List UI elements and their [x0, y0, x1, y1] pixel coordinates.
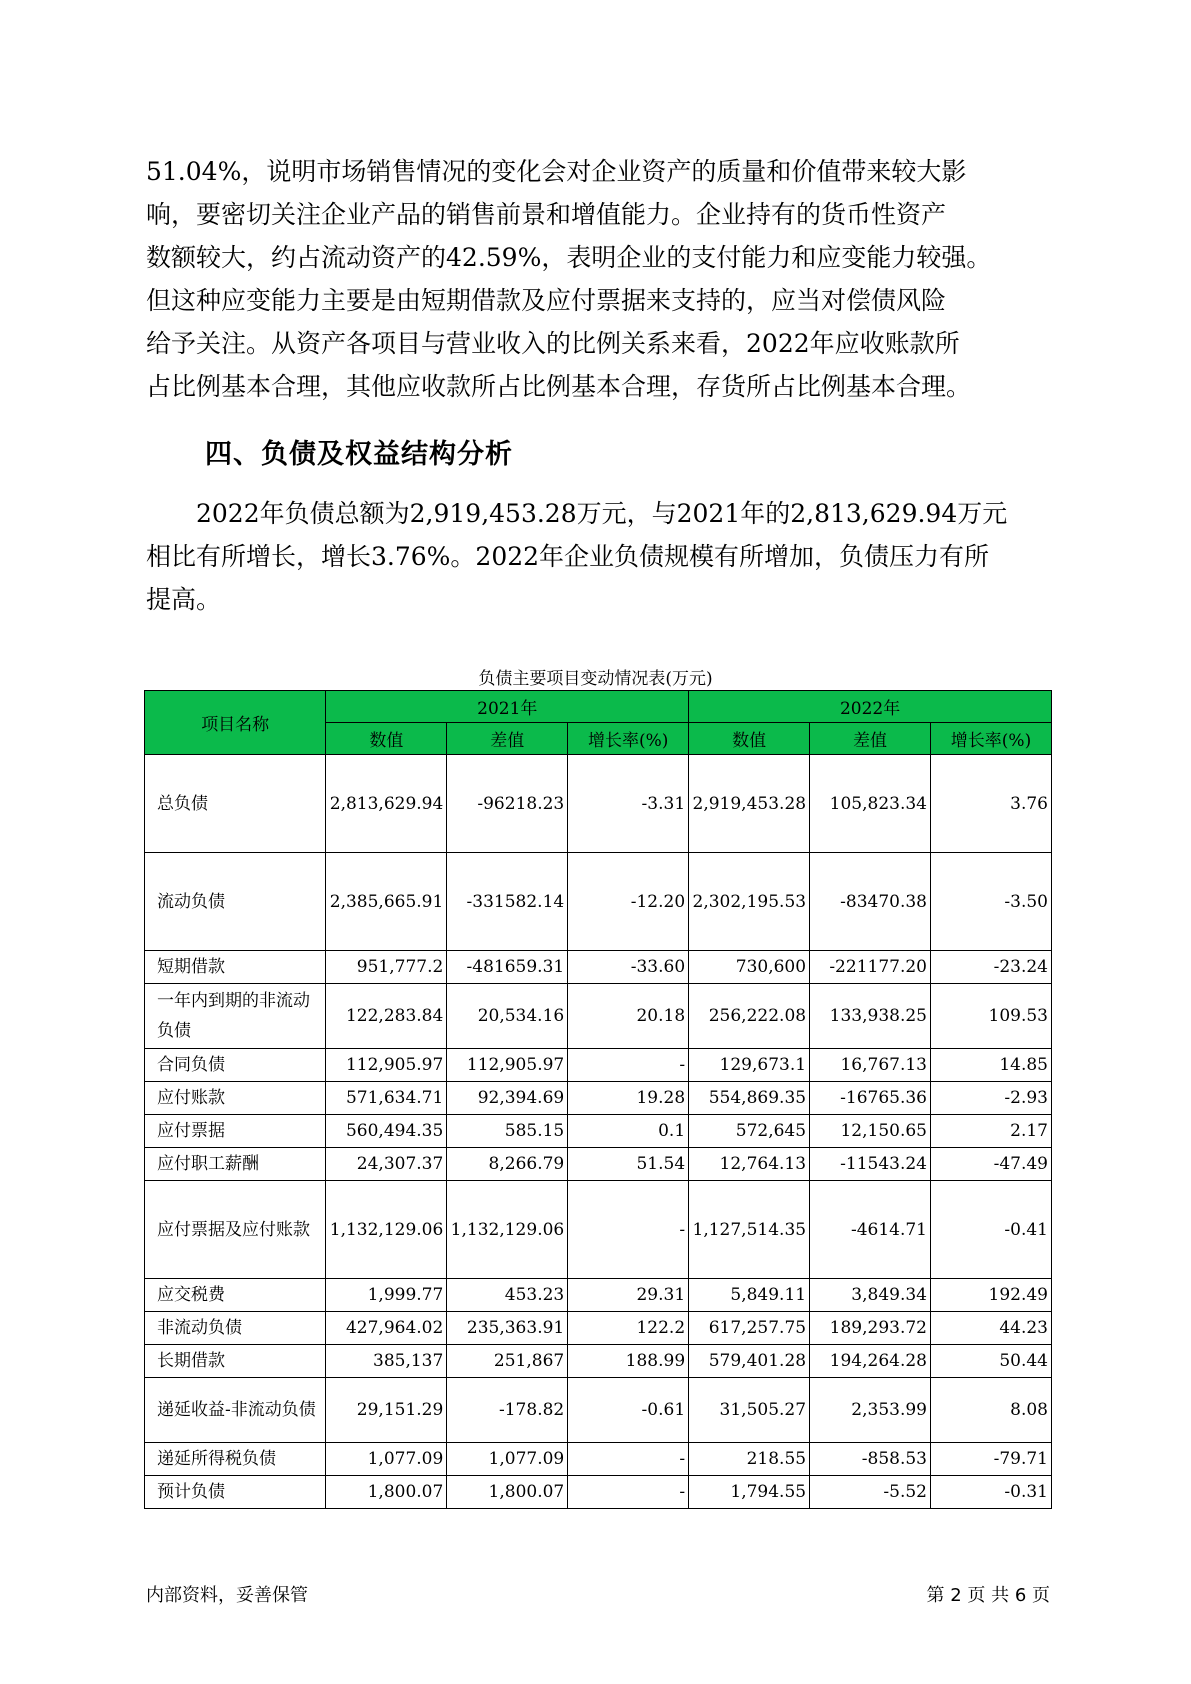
value-2022: 129,673.1: [689, 1049, 810, 1082]
diff-2022: -858.53: [810, 1443, 931, 1476]
header-year-2022: 2022年: [689, 691, 1052, 723]
value-2022: 2,302,195.53: [689, 853, 810, 951]
value-2021: 2,385,665.91: [326, 853, 447, 951]
value-2021: 427,964.02: [326, 1312, 447, 1345]
diff-2022: 189,293.72: [810, 1312, 931, 1345]
table-row: [145, 1049, 1052, 1082]
diff-2022: 194,264.28: [810, 1345, 931, 1378]
diff-2022: -83470.38: [810, 853, 931, 951]
growth-2022: 109.53: [931, 984, 1052, 1049]
header-growth-2022: 增长率(%): [931, 723, 1052, 755]
growth-2021: -: [568, 1476, 689, 1509]
value-2022: 12,764.13: [689, 1148, 810, 1181]
value-2021: 2,813,629.94: [326, 755, 447, 853]
value-2021: 385,137: [326, 1345, 447, 1378]
row-name: 应付职工薪酬: [145, 1148, 326, 1181]
value-2021: 122,283.84: [326, 984, 447, 1049]
paragraph-line: 2022年负债总额为2,919,453.28万元，与2021年的2,813,629.94万元: [196, 499, 1008, 528]
row-name: 应交税费: [145, 1279, 326, 1312]
liabilities-table: [144, 690, 1052, 1509]
value-2021: 24,307.37: [326, 1148, 447, 1181]
growth-2022: 50.44: [931, 1345, 1052, 1378]
growth-2021: -: [568, 1181, 689, 1279]
row-name: 应付票据及应付账款: [145, 1181, 326, 1279]
row-name: 短期借款: [145, 951, 326, 984]
table-row: [145, 1345, 1052, 1378]
table-body: [145, 755, 1052, 1509]
growth-2022: -0.41: [931, 1181, 1052, 1279]
growth-2021: -: [568, 1443, 689, 1476]
diff-2021: -96218.23: [447, 755, 568, 853]
paragraph-line: 响，要密切关注企业产品的销售前景和增值能力。企业持有的货币性资产: [146, 200, 947, 229]
diff-2022: 12,150.65: [810, 1115, 931, 1148]
header-item-name: 项目名称: [145, 691, 326, 755]
table-row: [145, 1476, 1052, 1509]
table-row: [145, 1082, 1052, 1115]
value-2021: 1,132,129.06: [326, 1181, 447, 1279]
diff-2021: 112,905.97: [447, 1049, 568, 1082]
growth-2021: -0.61: [568, 1378, 689, 1443]
diff-2022: 2,353.99: [810, 1378, 931, 1443]
growth-2021: 29.31: [568, 1279, 689, 1312]
header-year-2021: 2021年: [326, 691, 689, 723]
table-row: [145, 1115, 1052, 1148]
diff-2021: 8,266.79: [447, 1148, 568, 1181]
diff-2021: 251,867: [447, 1345, 568, 1378]
diff-2021: -331582.14: [447, 853, 568, 951]
growth-2022: -0.31: [931, 1476, 1052, 1509]
diff-2021: 453.23: [447, 1279, 568, 1312]
row-name: 预计负债: [145, 1476, 326, 1509]
value-2022: 730,600: [689, 951, 810, 984]
growth-2022: -23.24: [931, 951, 1052, 984]
diff-2021: 585.15: [447, 1115, 568, 1148]
growth-2021: -33.60: [568, 951, 689, 984]
table-row: [145, 951, 1052, 984]
row-name: 流动负债: [145, 853, 326, 951]
diff-2022: -5.52: [810, 1476, 931, 1509]
value-2022: 572,645: [689, 1115, 810, 1148]
growth-2022: -2.93: [931, 1082, 1052, 1115]
header-growth-2021: 增长率(%): [568, 723, 689, 755]
growth-2021: -3.31: [568, 755, 689, 853]
table-row: [145, 1148, 1052, 1181]
diff-2021: 92,394.69: [447, 1082, 568, 1115]
header-value-2021: 数值: [326, 723, 447, 755]
diff-2022: 105,823.34: [810, 755, 931, 853]
value-2021: 1,800.07: [326, 1476, 447, 1509]
table-row: [145, 1378, 1052, 1443]
growth-2021: 122.2: [568, 1312, 689, 1345]
growth-2021: 51.54: [568, 1148, 689, 1181]
table-caption: 负债主要项目变动情况表(万元): [478, 669, 713, 689]
diff-2022: 133,938.25: [810, 984, 931, 1049]
diff-2021: 235,363.91: [447, 1312, 568, 1345]
row-name: 总负债: [145, 755, 326, 853]
growth-2021: 20.18: [568, 984, 689, 1049]
paragraph-line: 但这种应变能力主要是由短期借款及应付票据来支持的，应当对偿债风险: [146, 286, 947, 315]
value-2022: 31,505.27: [689, 1378, 810, 1443]
footer-confidential-note: 内部资料，妥善保管: [146, 1585, 308, 1606]
growth-2021: -12.20: [568, 853, 689, 951]
diff-2022: -4614.71: [810, 1181, 931, 1279]
value-2021: 29,151.29: [326, 1378, 447, 1443]
row-name: 递延所得税负债: [145, 1443, 326, 1476]
diff-2021: -178.82: [447, 1378, 568, 1443]
value-2021: 1,999.77: [326, 1279, 447, 1312]
row-name: 递延收益-非流动负债: [145, 1378, 326, 1443]
row-name: 应付票据: [145, 1115, 326, 1148]
diff-2022: 3,849.34: [810, 1279, 931, 1312]
table-row: [145, 1279, 1052, 1312]
table-row: [145, 1181, 1052, 1279]
value-2022: 554,869.35: [689, 1082, 810, 1115]
diff-2021: -481659.31: [447, 951, 568, 984]
diff-2021: 1,077.09: [447, 1443, 568, 1476]
value-2022: 5,849.11: [689, 1279, 810, 1312]
paragraph-line: 提高。: [146, 585, 222, 614]
growth-2021: 19.28: [568, 1082, 689, 1115]
value-2021: 571,634.71: [326, 1082, 447, 1115]
value-2021: 560,494.35: [326, 1115, 447, 1148]
growth-2022: 8.08: [931, 1378, 1052, 1443]
paragraph-line: 给予关注。从资产各项目与营业收入的比例关系来看，2022年应收账款所: [146, 329, 960, 358]
growth-2022: 2.17: [931, 1115, 1052, 1148]
diff-2022: 16,767.13: [810, 1049, 931, 1082]
growth-2022: 14.85: [931, 1049, 1052, 1082]
growth-2021: 188.99: [568, 1345, 689, 1378]
growth-2022: -47.49: [931, 1148, 1052, 1181]
value-2022: 218.55: [689, 1443, 810, 1476]
growth-2022: -3.50: [931, 853, 1052, 951]
row-name: 应付账款: [145, 1082, 326, 1115]
value-2022: 256,222.08: [689, 984, 810, 1049]
header-diff-2022: 差值: [810, 723, 931, 755]
paragraph-line: 占比例基本合理，其他应收款所占比例基本合理，存货所占比例基本合理。: [146, 372, 972, 401]
paragraph-1: [146, 150, 1051, 408]
value-2022: 1,127,514.35: [689, 1181, 810, 1279]
row-name: 一年内到期的非流动负债: [145, 984, 326, 1049]
growth-2021: -: [568, 1049, 689, 1082]
table-row: [145, 1443, 1052, 1476]
growth-2022: 192.49: [931, 1279, 1052, 1312]
paragraph-line: 数额较大，约占流动资产的42.59%，表明企业的支付能力和应变能力较强。: [146, 243, 992, 272]
section-heading: 四、负债及权益结构分析: [205, 439, 513, 470]
growth-2022: 44.23: [931, 1312, 1052, 1345]
growth-2021: 0.1: [568, 1115, 689, 1148]
table-header: [145, 691, 1052, 755]
value-2021: 1,077.09: [326, 1443, 447, 1476]
row-name: 长期借款: [145, 1345, 326, 1378]
table-row: [145, 1312, 1052, 1345]
value-2022: 1,794.55: [689, 1476, 810, 1509]
paragraph-line: 相比有所增长，增长3.76%。2022年企业负债规模有所增加，负债压力有所: [146, 542, 990, 571]
value-2022: 617,257.75: [689, 1312, 810, 1345]
value-2021: 112,905.97: [326, 1049, 447, 1082]
growth-2022: -79.71: [931, 1443, 1052, 1476]
row-name: 非流动负债: [145, 1312, 326, 1345]
value-2022: 579,401.28: [689, 1345, 810, 1378]
diff-2022: -221177.20: [810, 951, 931, 984]
header-value-2022: 数值: [689, 723, 810, 755]
footer-page-number: 第 2 页 共 6 页: [926, 1585, 1050, 1606]
paragraph-2: [146, 492, 1051, 621]
table-row: [145, 984, 1052, 1049]
table-row: [145, 755, 1052, 853]
paragraph-line: 51.04%，说明市场销售情况的变化会对企业资产的质量和价值带来较大影: [146, 157, 967, 186]
diff-2022: -11543.24: [810, 1148, 931, 1181]
header-diff-2021: 差值: [447, 723, 568, 755]
value-2021: 951,777.2: [326, 951, 447, 984]
diff-2021: 1,800.07: [447, 1476, 568, 1509]
row-name: 合同负债: [145, 1049, 326, 1082]
diff-2021: 20,534.16: [447, 984, 568, 1049]
value-2022: 2,919,453.28: [689, 755, 810, 853]
growth-2022: 3.76: [931, 755, 1052, 853]
table-row: [145, 853, 1052, 951]
diff-2022: -16765.36: [810, 1082, 931, 1115]
diff-2021: 1,132,129.06: [447, 1181, 568, 1279]
